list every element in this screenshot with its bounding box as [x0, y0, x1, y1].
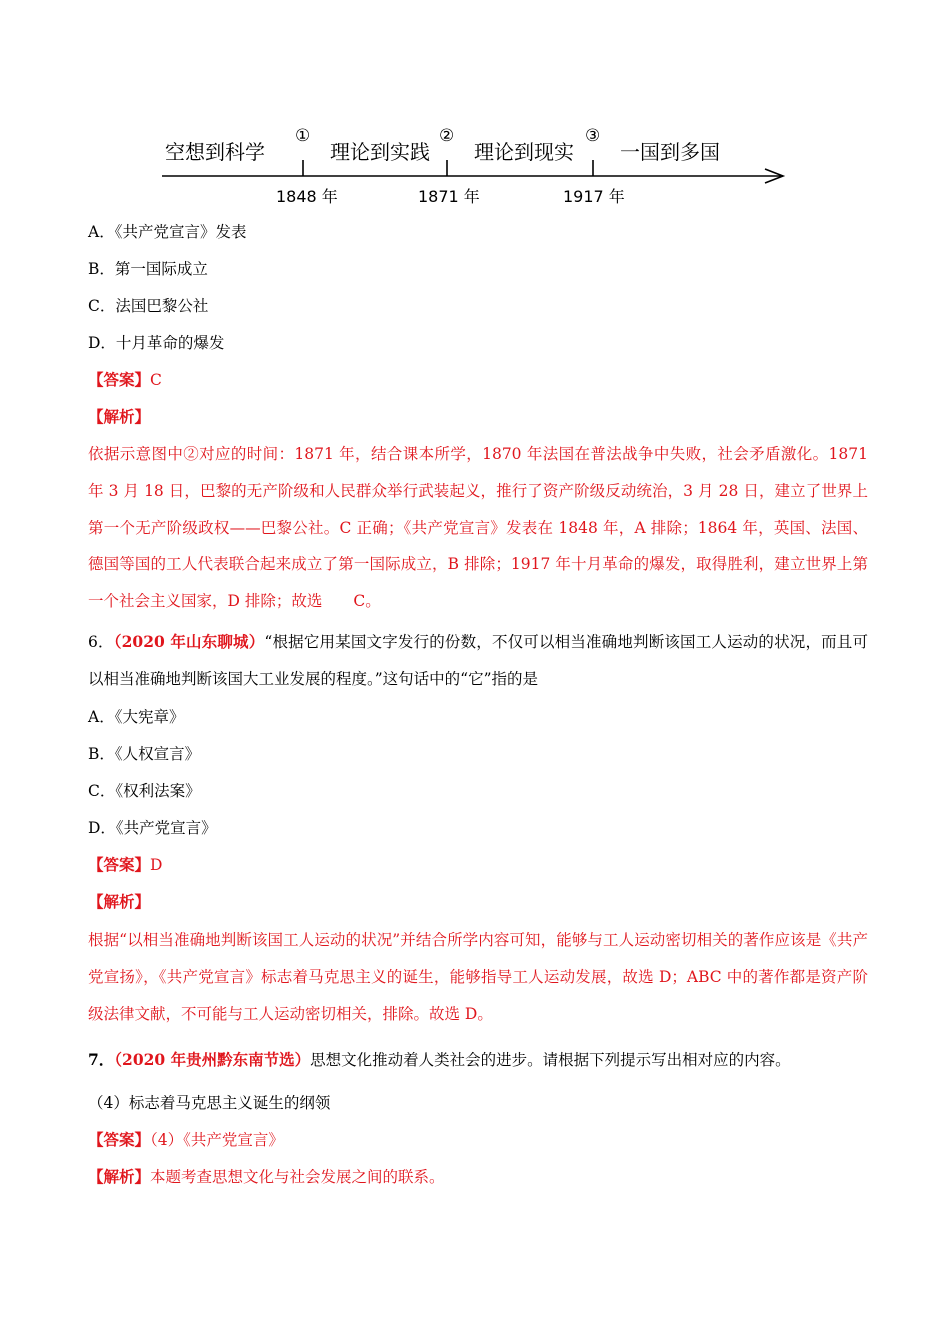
timeline-stage-3: 理论到现实	[474, 140, 574, 164]
q6-option-a: A．《大宪章》	[88, 708, 185, 726]
q5-option-a: A．《共产党宣言》发表	[88, 223, 247, 241]
q7-analysis-value: 本题考查思想文化与社会发展之间的联系。	[150, 1168, 445, 1186]
q6-analysis-label: 【解析】	[88, 892, 151, 911]
timeline-marker-1: ①	[295, 126, 311, 146]
q6-number: 6．	[88, 633, 114, 651]
q7-stem-text: 思想文化推动着人类社会的进步。请根据下列提示写出相对应的内容。	[310, 1051, 791, 1069]
q5-option-c: C．法国巴黎公社	[88, 297, 209, 315]
q5-analysis-label: 【解析】	[88, 407, 151, 426]
q6-source: （2020 年山东聊城）	[113, 632, 265, 651]
q6-option-b: B．《人权宣言》	[88, 745, 201, 763]
q7-analysis-label: 【解析】	[88, 1167, 151, 1186]
q7-answer-label: 【答案】	[88, 1130, 151, 1149]
timeline-marker-3: ③	[585, 126, 601, 146]
q7-sub-question: （4）标志着马克思主义诞生的纲领	[88, 1094, 331, 1112]
q5-answer-label: 【答案】	[88, 370, 151, 389]
q7-answer	[88, 1130, 284, 1150]
q6-analysis-text: 根据“以相当准确地判断该国工人运动的状况”并结合所学内容可知，能够与工人运动密切相关的著作应该是《共产党宣扬》，《共产党宣言》标志着马克思主义的诞生，能够指导工人运动发展，故选 D；ABC 中的著作都是资产阶级法律文献，不可能与工人运动密切相关，排除。故选 D。	[88, 931, 868, 1023]
q5-analysis-text: 依据示意图中②对应的时间：1871 年，结合课本所学，1870 年法国在普法战争中失败，社会矛盾激化。1871 年 3 月 18 日，巴黎的无产阶级和人民群众举行武装起义，推行了资产阶级反动统治，3 月 28 日，建立了世界上第一个无产阶级政权——巴黎公社。C 正确；《共产党宣言》发表在 1848 年，A 排除；1864 年，英国、法国、德国等国的工人代表联合起来成立了第一国际成立，B 排除；1917 年十月革命的爆发，取得胜利，建立世界上第一个社会主义国家，D 排除；故选 C。	[88, 445, 868, 611]
q6-answer-label: 【答案】	[88, 855, 151, 874]
timeline-year-2: 1871 年	[418, 187, 480, 206]
q7-analysis	[88, 1167, 445, 1187]
q6-answer	[88, 855, 162, 875]
q7-number: 7．	[88, 1050, 115, 1069]
q5-option-d: D．十月革命的爆发	[88, 334, 225, 352]
q6-option-d: D．《共产党宣言》	[88, 819, 217, 837]
timeline-marker-2: ②	[439, 126, 455, 146]
q5-option-b: B．第一国际成立	[88, 260, 208, 278]
q5-answer-value: C	[150, 371, 162, 389]
q6-answer-value: D	[150, 856, 163, 874]
timeline-stage-4: 一国到多国	[620, 140, 720, 164]
q6-option-c: C．《权利法案》	[88, 782, 201, 800]
timeline-year-3: 1917 年	[563, 187, 625, 206]
q5-answer	[88, 370, 162, 390]
q7-answer-value: （4）《共产党宣言》	[150, 1131, 284, 1149]
q7-source: （2020 年贵州黔东南节选）	[114, 1050, 311, 1069]
timeline-stage-2: 理论到实践	[330, 140, 430, 164]
timeline-year-1: 1848 年	[276, 187, 338, 206]
q6-stem	[88, 624, 868, 698]
q6-stem-text: “根据它用某国文字发行的份数，不仅可以相当准确地判断该国工人运动的状况，而且可以相当准确地判断该国大工业发展的程度。”这句话中的“它”指的是	[88, 633, 868, 688]
q7-stem	[88, 1050, 791, 1070]
timeline-stage-1: 空想到科学	[165, 140, 265, 164]
